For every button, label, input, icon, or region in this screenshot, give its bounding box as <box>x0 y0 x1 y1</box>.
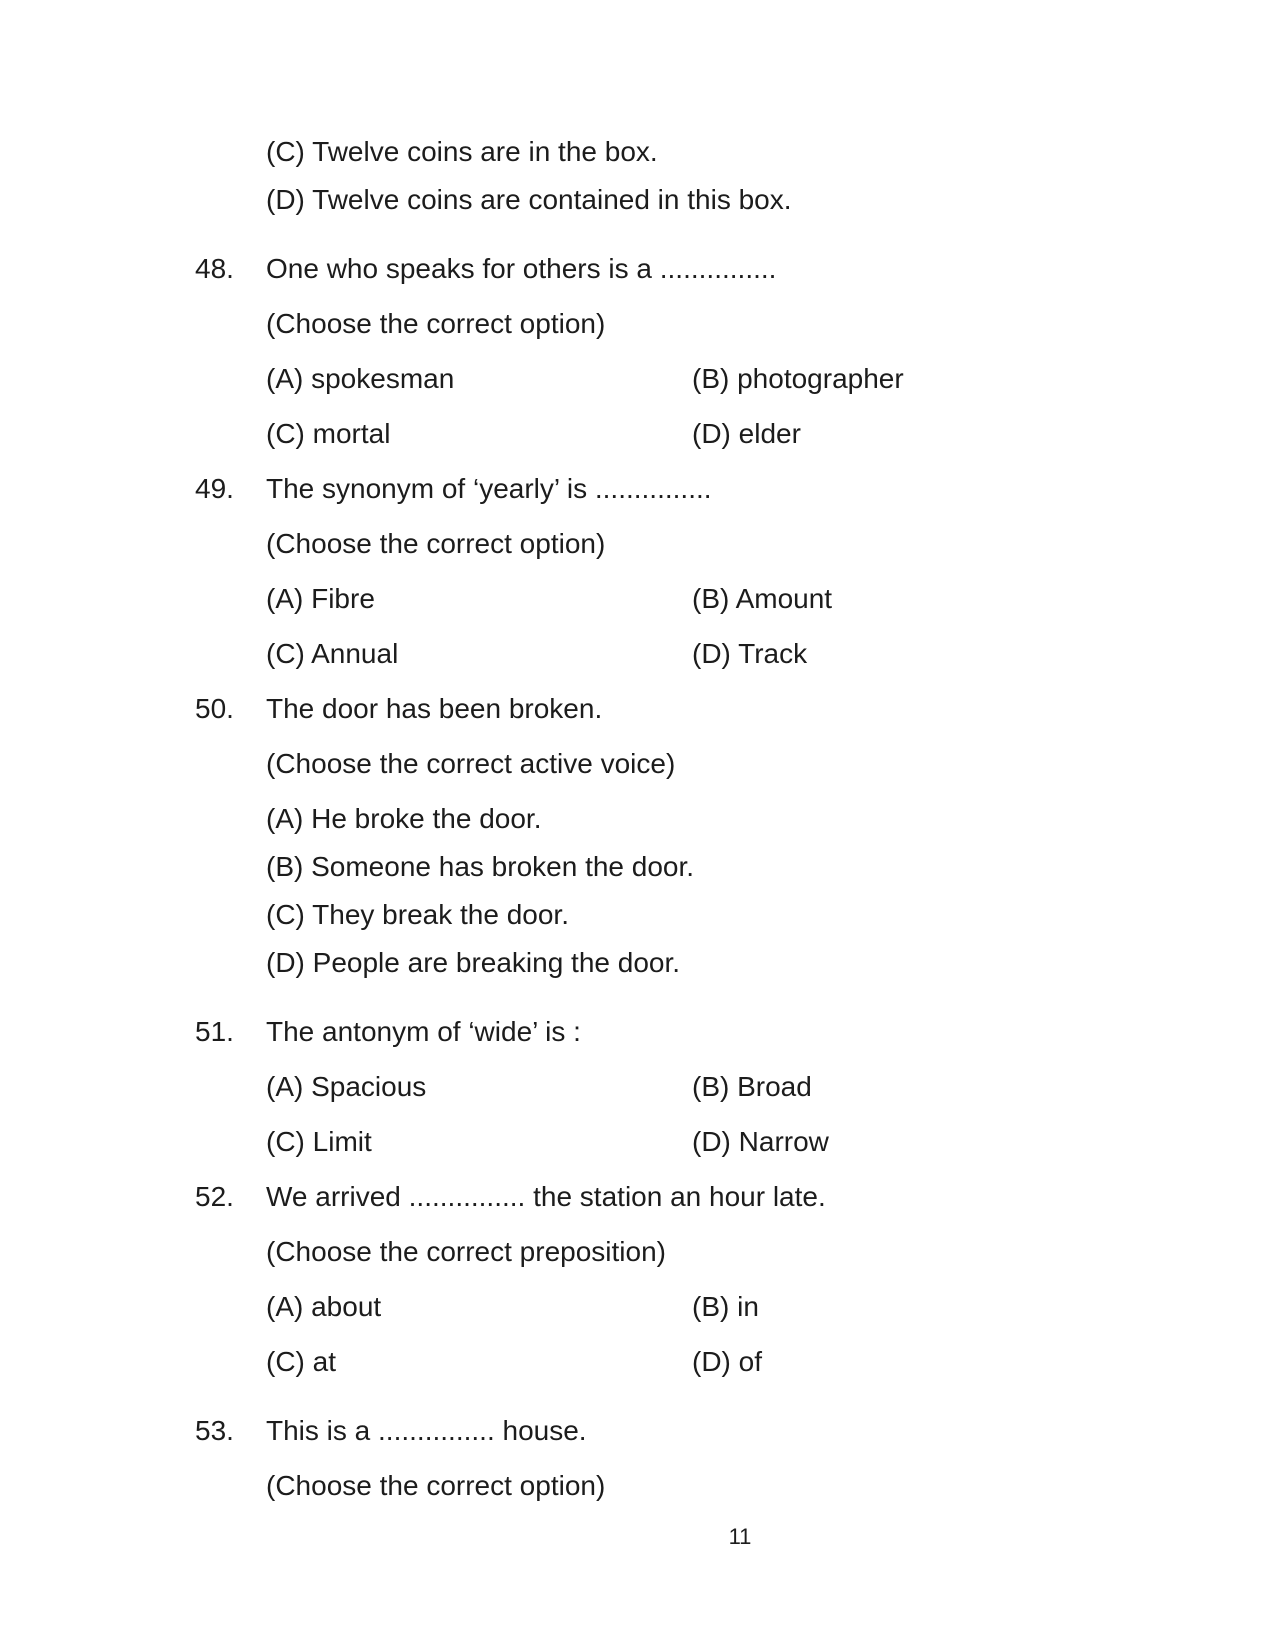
option-b <box>692 1290 759 1324</box>
option-text: Track <box>738 638 808 669</box>
carryover-option <box>195 135 1235 169</box>
question-48 <box>195 252 1235 286</box>
page-number: 11 <box>728 1524 752 1549</box>
question-53 <box>195 1414 1235 1448</box>
options-row <box>195 1345 1235 1379</box>
option-label: (B) <box>692 363 730 394</box>
option-d <box>692 417 801 451</box>
option-text: Twelve coins are in the box. <box>312 136 658 167</box>
option-text: Someone has broken the door. <box>311 851 695 882</box>
option-b <box>692 582 832 616</box>
option-text: Broad <box>737 1071 812 1102</box>
question-number: 48. <box>195 253 234 284</box>
option-label: (C) <box>266 1346 305 1377</box>
option-label: (C) <box>266 136 305 167</box>
option-label: (A) <box>266 1071 304 1102</box>
question-prompt: The antonym of ‘wide’ is : <box>266 1016 581 1047</box>
option-label: (C) <box>266 1126 305 1157</box>
options-row <box>195 1125 1235 1159</box>
option-text: of <box>738 1346 763 1377</box>
options-row <box>195 582 1235 616</box>
option-c <box>195 898 1235 932</box>
question-52 <box>195 1180 1235 1214</box>
option-text: in <box>737 1291 759 1322</box>
option-d <box>692 637 807 671</box>
option-a <box>266 362 692 396</box>
question-prompt: We arrived ............... the station an hour late. <box>266 1181 826 1212</box>
carryover-option <box>195 183 1235 217</box>
question-number: 50. <box>195 693 234 724</box>
option-label: (D) <box>692 1346 731 1377</box>
option-text: photographer <box>737 363 904 394</box>
option-c <box>266 637 692 671</box>
option-label: (A) <box>266 363 304 394</box>
question-prompt: One who speaks for others is a ............... <box>266 253 777 284</box>
option-text: They break the door. <box>312 899 569 930</box>
question-prompt: The door has been broken. <box>266 693 603 724</box>
instruction-line: (Choose the correct option) <box>266 308 606 339</box>
option-label: (C) <box>266 899 305 930</box>
option-c <box>266 1345 692 1379</box>
options-row <box>195 1290 1235 1324</box>
instruction-line: (Choose the correct active voice) <box>266 748 676 779</box>
option-d <box>195 946 1235 980</box>
option-a <box>266 1070 692 1104</box>
option-label: (B) <box>692 583 730 614</box>
question-number: 49. <box>195 473 234 504</box>
question-number: 53. <box>195 1415 234 1446</box>
option-text: People are breaking the door. <box>312 947 681 978</box>
option-label: (C) <box>266 638 305 669</box>
option-c <box>266 417 692 451</box>
option-text: spokesman <box>311 363 455 394</box>
option-label: (A) <box>266 1291 304 1322</box>
question-49 <box>195 472 1235 506</box>
option-label: (C) <box>266 418 305 449</box>
options-row <box>195 1070 1235 1104</box>
option-label: (A) <box>266 803 304 834</box>
option-text: Limit <box>312 1126 372 1157</box>
option-text: Annual <box>311 638 399 669</box>
option-b <box>692 1070 812 1104</box>
instruction-line: (Choose the correct preposition) <box>266 1236 666 1267</box>
option-b <box>195 850 1235 884</box>
question-51 <box>195 1015 1235 1049</box>
options-row <box>195 362 1235 396</box>
option-c <box>266 1125 692 1159</box>
option-label: (B) <box>266 851 304 882</box>
option-text: at <box>312 1346 337 1377</box>
options-row <box>195 637 1235 671</box>
option-label: (D) <box>692 1126 731 1157</box>
option-label: (B) <box>692 1071 730 1102</box>
option-label: (A) <box>266 583 304 614</box>
option-text: He broke the door. <box>311 803 542 834</box>
instruction-line: (Choose the correct option) <box>266 528 606 559</box>
option-text: Amount <box>735 583 833 614</box>
option-a <box>266 1290 692 1324</box>
option-text: Twelve coins are contained in this box. <box>312 184 792 215</box>
option-label: (D) <box>692 638 731 669</box>
options-row <box>195 417 1235 451</box>
option-d <box>692 1125 829 1159</box>
question-number: 52. <box>195 1181 234 1212</box>
option-text: elder <box>738 418 801 449</box>
option-label: (D) <box>266 947 305 978</box>
option-a <box>266 582 692 616</box>
instruction-line: (Choose the correct option) <box>266 1470 606 1501</box>
option-a <box>195 802 1235 836</box>
option-label: (D) <box>692 418 731 449</box>
question-prompt: The synonym of ‘yearly’ is ............... <box>266 473 712 504</box>
option-text: about <box>311 1291 382 1322</box>
option-text: Fibre <box>311 583 375 614</box>
question-number: 51. <box>195 1016 234 1047</box>
question-50 <box>195 692 1235 726</box>
option-text: mortal <box>312 418 391 449</box>
question-prompt: This is a ............... house. <box>266 1415 587 1446</box>
option-b <box>692 362 904 396</box>
option-text: Narrow <box>738 1126 829 1157</box>
option-d <box>692 1345 762 1379</box>
option-label: (D) <box>266 184 305 215</box>
option-text: Spacious <box>311 1071 427 1102</box>
option-label: (B) <box>692 1291 730 1322</box>
